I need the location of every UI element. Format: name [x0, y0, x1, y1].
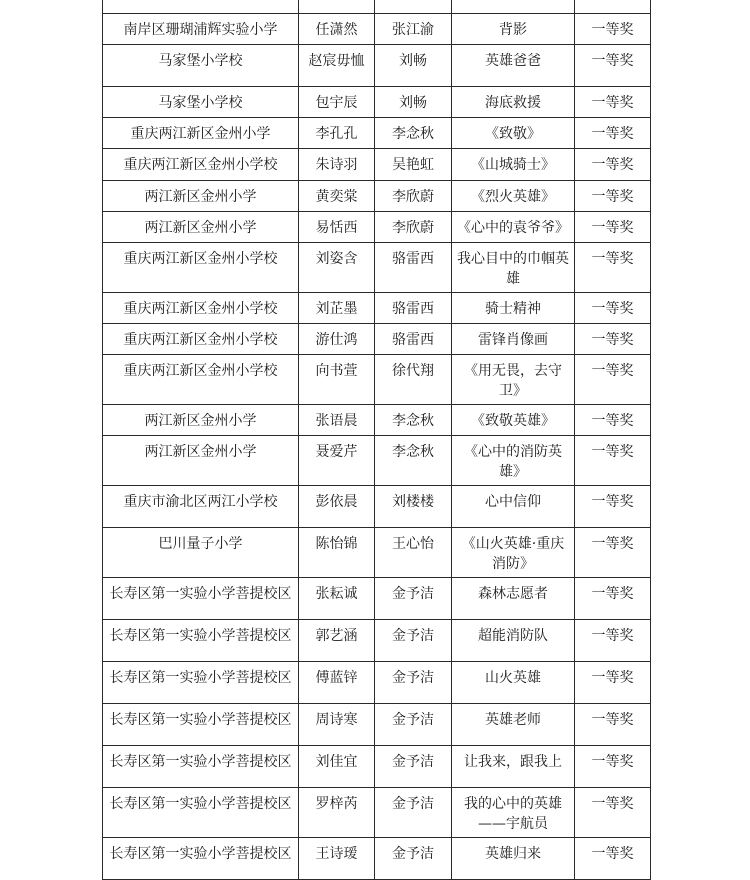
teacher-cell: 张江渝: [375, 14, 452, 45]
table-row: [103, 436, 651, 486]
table-row: [103, 486, 651, 528]
award-level-cell: 一等奖: [575, 149, 651, 181]
school-cell: 马家堡小学校: [103, 45, 299, 87]
work-title-cell: 英雄爸爸: [452, 45, 575, 87]
student-cell: 任潇然: [299, 14, 375, 45]
teacher-cell: 金予洁: [375, 704, 452, 746]
student-cell: 傅蓝锌: [299, 662, 375, 704]
work-title-cell: 背影: [452, 14, 575, 45]
work-title-cell: 让我来，跟我上: [452, 746, 575, 788]
table-row: [103, 788, 651, 838]
table-row: [103, 181, 651, 212]
student-cell: 陈怡锦: [299, 528, 375, 578]
award-level-cell: 一等奖: [575, 704, 651, 746]
award-level-cell: 一等奖: [575, 181, 651, 212]
work-title-cell: 我心目中的巾帼英雄: [452, 243, 575, 293]
school-cell: 长寿区第一实验小学菩提校区: [103, 704, 299, 746]
work-title-cell: 英雄归来: [452, 838, 575, 880]
work-title-cell: 《致敬》: [452, 118, 575, 149]
award-level-cell: 一等奖: [575, 746, 651, 788]
award-level-cell: 一等奖: [575, 45, 651, 87]
student-cell: 王诗瑷: [299, 838, 375, 880]
award-level-cell: 一等奖: [575, 620, 651, 662]
teacher-cell: 刘楼楼: [375, 486, 452, 528]
work-title-cell: 《烈火英雄》: [452, 181, 575, 212]
table-row: [103, 14, 651, 45]
award-level-cell: 一等奖: [575, 243, 651, 293]
work-title-cell: 《山城骑士》: [452, 149, 575, 181]
teacher-cell: 李念秋: [375, 405, 452, 436]
table-row: [103, 578, 651, 620]
work-title-cell: 《山火英雄·重庆消防》: [452, 528, 575, 578]
work-title-cell: 森林志愿者: [452, 578, 575, 620]
award-level-cell: 一等奖: [575, 405, 651, 436]
teacher-cell: 刘畅: [375, 87, 452, 118]
award-level-cell: 一等奖: [575, 212, 651, 243]
school-cell: 长寿区第一实验小学菩提校区: [103, 746, 299, 788]
award-level-cell: 一等奖: [575, 788, 651, 838]
table-row: [103, 293, 651, 324]
table-row: [103, 0, 651, 14]
school-cell: 巴川量子小学: [103, 528, 299, 578]
table-row: [103, 746, 651, 788]
student-cell: [299, 0, 375, 14]
work-title-cell: 山火英雄: [452, 662, 575, 704]
school-cell: 重庆两江新区金州小学校: [103, 324, 299, 355]
school-cell: 长寿区第一实验小学菩提校区: [103, 620, 299, 662]
table-row: [103, 620, 651, 662]
award-level-cell: 一等奖: [575, 293, 651, 324]
student-cell: 易恬西: [299, 212, 375, 243]
student-cell: 刘姿含: [299, 243, 375, 293]
school-cell: 长寿区第一实验小学菩提校区: [103, 662, 299, 704]
student-cell: 彭依晨: [299, 486, 375, 528]
teacher-cell: 李欣蔚: [375, 181, 452, 212]
school-cell: 南岸区珊瑚浦辉实验小学: [103, 14, 299, 45]
award-level-cell: 一等奖: [575, 528, 651, 578]
teacher-cell: 金予洁: [375, 578, 452, 620]
student-cell: 李孔孔: [299, 118, 375, 149]
teacher-cell: 骆雷西: [375, 293, 452, 324]
table-row: [103, 528, 651, 578]
work-title-cell: 心中信仰: [452, 486, 575, 528]
school-cell: 长寿区第一实验小学菩提校区: [103, 578, 299, 620]
teacher-cell: 李念秋: [375, 118, 452, 149]
table-row: [103, 704, 651, 746]
teacher-cell: 徐代翔: [375, 355, 452, 405]
table-row: [103, 87, 651, 118]
award-level-cell: 一等奖: [575, 662, 651, 704]
work-title-cell: 《心中的消防英雄》: [452, 436, 575, 486]
student-cell: 朱诗羽: [299, 149, 375, 181]
school-cell: [103, 0, 299, 14]
award-level-cell: 一等奖: [575, 436, 651, 486]
award-level-cell: 一等奖: [575, 355, 651, 405]
school-cell: 重庆两江新区金州小学: [103, 118, 299, 149]
award-level-cell: 一等奖: [575, 118, 651, 149]
school-cell: 长寿区第一实验小学菩提校区: [103, 788, 299, 838]
teacher-cell: 刘畅: [375, 45, 452, 87]
student-cell: 罗梓芮: [299, 788, 375, 838]
student-cell: 赵宸毋恤: [299, 45, 375, 87]
table-row: [103, 212, 651, 243]
work-title-cell: 雷锋肖像画: [452, 324, 575, 355]
teacher-cell: 李念秋: [375, 436, 452, 486]
teacher-cell: [375, 0, 452, 14]
teacher-cell: 金予洁: [375, 788, 452, 838]
student-cell: 黄奕棠: [299, 181, 375, 212]
work-title-cell: [452, 0, 575, 14]
teacher-cell: 骆雷西: [375, 324, 452, 355]
award-level-cell: 一等奖: [575, 578, 651, 620]
student-cell: 郭艺涵: [299, 620, 375, 662]
teacher-cell: 王心怡: [375, 528, 452, 578]
table-row: [103, 243, 651, 293]
award-level-cell: 一等奖: [575, 14, 651, 45]
teacher-cell: 金予洁: [375, 746, 452, 788]
school-cell: 两江新区金州小学: [103, 405, 299, 436]
teacher-cell: 金予洁: [375, 620, 452, 662]
award-level-cell: 一等奖: [575, 486, 651, 528]
teacher-cell: 金予洁: [375, 838, 452, 880]
work-title-cell: 超能消防队: [452, 620, 575, 662]
table-row: [103, 149, 651, 181]
table-row: [103, 662, 651, 704]
teacher-cell: 李欣蔚: [375, 212, 452, 243]
teacher-cell: 金予洁: [375, 662, 452, 704]
school-cell: 重庆两江新区金州小学校: [103, 243, 299, 293]
school-cell: 两江新区金州小学: [103, 181, 299, 212]
school-cell: 长寿区第一实验小学菩提校区: [103, 838, 299, 880]
work-title-cell: 《心中的袁爷爷》: [452, 212, 575, 243]
award-table-body: [103, 0, 651, 880]
school-cell: 重庆两江新区金州小学校: [103, 293, 299, 324]
student-cell: 聂爱芹: [299, 436, 375, 486]
table-row: [103, 838, 651, 880]
teacher-cell: 骆雷西: [375, 243, 452, 293]
work-title-cell: 我的心中的英雄——宇航员: [452, 788, 575, 838]
table-row: [103, 118, 651, 149]
award-level-cell: [575, 0, 651, 14]
teacher-cell: 吴艳虹: [375, 149, 452, 181]
school-cell: 两江新区金州小学: [103, 436, 299, 486]
award-table: [102, 0, 651, 880]
student-cell: 游仕鸿: [299, 324, 375, 355]
student-cell: 张耘诚: [299, 578, 375, 620]
work-title-cell: 骑士精神: [452, 293, 575, 324]
student-cell: 周诗寒: [299, 704, 375, 746]
table-row: [103, 405, 651, 436]
work-title-cell: 英雄老师: [452, 704, 575, 746]
work-title-cell: 海底救援: [452, 87, 575, 118]
school-cell: 重庆两江新区金州小学校: [103, 149, 299, 181]
table-row: [103, 324, 651, 355]
school-cell: 重庆市渝北区两江小学校: [103, 486, 299, 528]
table-row: [103, 45, 651, 87]
student-cell: 包宇辰: [299, 87, 375, 118]
work-title-cell: 《用无畏，去守卫》: [452, 355, 575, 405]
award-level-cell: 一等奖: [575, 324, 651, 355]
student-cell: 刘芷墨: [299, 293, 375, 324]
student-cell: 向书萱: [299, 355, 375, 405]
student-cell: 刘佳宜: [299, 746, 375, 788]
school-cell: 重庆两江新区金州小学校: [103, 355, 299, 405]
award-level-cell: 一等奖: [575, 87, 651, 118]
school-cell: 马家堡小学校: [103, 87, 299, 118]
award-list-page: [102, 0, 651, 880]
student-cell: 张语晨: [299, 405, 375, 436]
award-level-cell: 一等奖: [575, 838, 651, 880]
school-cell: 两江新区金州小学: [103, 212, 299, 243]
work-title-cell: 《致敬英雄》: [452, 405, 575, 436]
table-row: [103, 355, 651, 405]
